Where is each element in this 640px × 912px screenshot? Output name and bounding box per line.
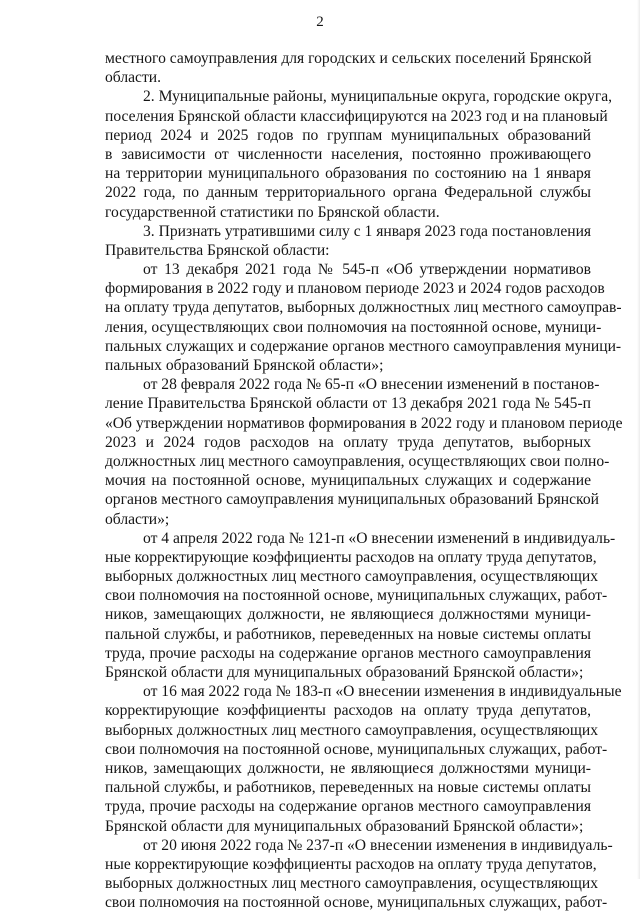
text-line: мочия на постоянной основе, муниципальных служащих и содержание (105, 472, 591, 490)
text-line: пальной службы, и работников, переведенных на новые системы оплаты (105, 625, 591, 643)
text-line: «Об утверждении нормативов формирования в 2022 году и плановом периоде (105, 414, 623, 432)
text-line: 2023 и 2024 годов расходов на оплату труда депутатов, выборных (105, 433, 591, 451)
text-line: на территории муниципального образования по состоянию на 1 января (105, 165, 591, 183)
text-line: 3. Признать утратившими силу с 1 января 2023 года постановления (143, 222, 592, 240)
text-line: Брянской области для муниципальных образований Брянской области»; (105, 664, 584, 681)
text-line: Правительства Брянской области: (105, 241, 330, 259)
text-line: свои полномочия на постоянной основе, муниципальных служащих, работ- (105, 740, 608, 758)
text-line: государственной статистики по Брянской области. (105, 203, 440, 221)
text-line: ные корректирующие коэффициенты расходов на оплату труда депутатов, (105, 548, 597, 566)
text-line: ные корректирующие коэффициенты расходов на оплату труда депутатов, (105, 855, 597, 873)
text-line: от 16 мая 2022 года № 183-п «О внесении изменения в индивидуальные (143, 683, 622, 701)
text-line: должностных лиц местного самоуправления, осуществляющих свои полно- (105, 452, 610, 470)
text-line: на оплату труда депутатов, выборных должностных лиц местного самоуправ- (105, 299, 622, 317)
text-line: выборных должностных лиц местного самоуправления, осуществляющих (105, 721, 599, 739)
text-line: от 20 июня 2022 года № 237-п «О внесении изменения в индивидуаль- (143, 836, 613, 854)
text-line: пальной службы, и работников, переведенных на новые системы оплаты (105, 779, 591, 797)
text-line: пальных служащих и содержание органов местного самоуправления муници- (105, 337, 622, 355)
text-line: местного самоуправления для городских и сельских поселений Брянской (105, 50, 592, 67)
text-line: труда, прочие расходы на содержание органов местного самоуправления (105, 798, 591, 816)
text-line: в зависимости от численности населения, постоянно проживающего (105, 145, 591, 163)
text-line: ления, осуществляющих свои полномочия на постоянной основе, муници- (105, 318, 602, 336)
page-number: 2 (316, 14, 324, 30)
text-line: от 13 декабря 2021 года № 545-п «Об утверждении нормативов (143, 261, 591, 279)
text-line: свои полномочия на постоянной основе, муниципальных служащих, работ- (105, 587, 608, 605)
text-line: 2022 года, по данным территориального органа Федеральной службы (105, 184, 591, 202)
text-line: период 2024 и 2025 годов по группам муниципальных образований (105, 126, 591, 144)
text-line: области. (105, 69, 162, 87)
text-line: корректирующие коэффициенты расходов на оплату труда депутатов, (105, 702, 591, 720)
text-line: ников, замещающих должности, не являющиеся должностями муници- (105, 606, 591, 624)
text-line: формирования в 2022 году и плановом периоде 2023 и 2024 годов расходов (105, 280, 605, 298)
text-line: выборных должностных лиц местного самоуправления, осуществляющих (105, 875, 599, 893)
text-line: ление Правительства Брянской области от 13 декабря 2021 года № 545-п (105, 395, 591, 413)
document-body (105, 49, 623, 912)
text-line: области»; (105, 510, 170, 528)
text-line: от 4 апреля 2022 года № 121-п «О внесении изменений в индивидуаль- (143, 529, 616, 547)
text-line: от 28 февраля 2022 года № 65-п «О внесении изменений в постанов- (143, 376, 600, 394)
text-line: поселения Брянской области классифицируются на 2023 год и на плановый (105, 107, 608, 125)
text-line: ников, замещающих должности, не являющиеся должностями муници- (105, 759, 591, 777)
text-line: труда, прочие расходы на содержание органов местного самоуправления (105, 644, 591, 662)
text-line: свои полномочия на постоянной основе, муниципальных служащих, работ- (105, 894, 608, 912)
text-line: 2. Муниципальные районы, муниципальные округа, городские округа, (143, 88, 613, 106)
text-line: органов местного самоуправления муниципальных образований Брянской (105, 491, 599, 509)
text-line: пальных образований Брянской области»; (105, 357, 384, 374)
text-line: Брянской области для муниципальных образований Брянской области»; (105, 817, 584, 835)
text-line: выборных должностных лиц местного самоуправления, осуществляющих (105, 568, 599, 586)
